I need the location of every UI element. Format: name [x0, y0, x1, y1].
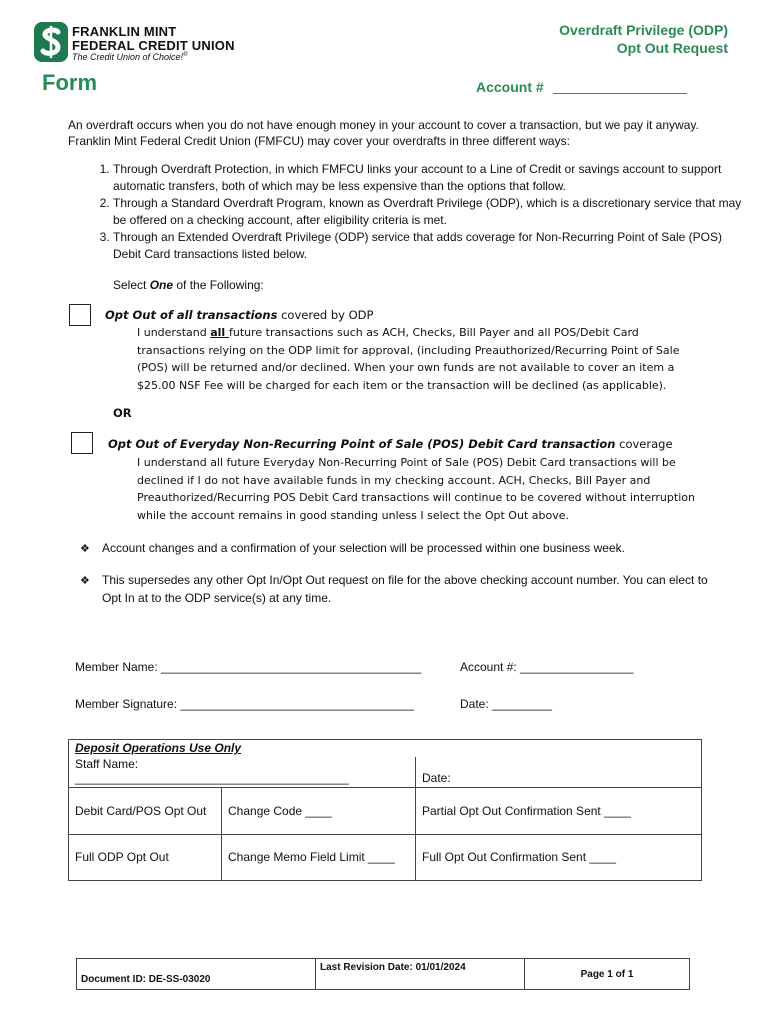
- member-account-field[interactable]: Account #: _________________: [460, 660, 634, 674]
- org-name-line1: FRANKLIN MINT: [72, 24, 177, 39]
- tagline: The Credit Union of Choice!®: [72, 52, 188, 62]
- full-odp-opt-out-cell: Full ODP Opt Out: [69, 834, 222, 880]
- list-item: 3. Through an Extended Overdraft Privilege (ODP) service that adds coverage for Non-Recurring Point of Sale (POS) Debit Card transactions listed below.: [113, 229, 753, 263]
- bullet-supersedes: This supersedes any other Opt In/Opt Out request on file for the above checking account number. You can elect to Opt In at to the ODP service(s) at any time.: [102, 573, 708, 605]
- intro-paragraph: An overdraft occurs when you do not have enough money in your account to cover a transaction, but we pay it anyway. Franklin Mint Federal Credit Union (FMFCU) may cover your overdrafts in three different ways:: [68, 118, 699, 148]
- full-confirmation-cell[interactable]: Full Opt Out Confirmation Sent ____: [416, 834, 702, 880]
- diamond-bullet-icon: ❖: [80, 543, 90, 555]
- staff-name-field[interactable]: Staff Name: _________________________________________: [69, 757, 416, 788]
- change-memo-cell[interactable]: Change Memo Field Limit ____: [222, 834, 416, 880]
- member-name-field[interactable]: Member Name: _______________________________________: [75, 660, 422, 674]
- opt-out-all-checkbox[interactable]: [69, 304, 91, 326]
- dollar-s-icon: [34, 22, 68, 62]
- or-separator: OR: [113, 406, 132, 420]
- change-code-cell[interactable]: Change Code ____: [222, 787, 416, 834]
- org-name-line2: FEDERAL CREDIT UNION: [72, 38, 235, 53]
- debit-pos-opt-out-cell: Debit Card/POS Opt Out: [69, 787, 222, 834]
- opt-out-all-description: I understand all future transactions such as ACH, Checks, Bill Payer and all POS/Debit Card transactions relying on the ODP limit for approval, (including Preauthorized/Recurring Point of Sale (POS) will be returned and/or declined. When your own funds are not available to cover an item a $25.00 NSF Fee will be charged for each item or the transaction will be declined (as applicable).: [137, 326, 680, 392]
- overdraft-ways-list: [68, 161, 753, 263]
- select-instruction: Select One of the Following:: [113, 278, 264, 292]
- signature-date-field[interactable]: Date: _________: [460, 697, 553, 711]
- last-revision-date: Last Revision Date: 01/01/2024: [316, 959, 525, 990]
- ops-date-field[interactable]: Date:: [416, 757, 702, 788]
- partial-confirmation-cell[interactable]: Partial Opt Out Confirmation Sent ____: [416, 787, 702, 834]
- logo-mark: [34, 22, 68, 62]
- form-title-line2: Opt Out Request: [616, 40, 728, 56]
- registered-mark: ®: [183, 52, 188, 58]
- opt-out-all-title: Opt Out of all transactions covered by ODP: [105, 308, 374, 322]
- form-word: Form: [42, 70, 97, 95]
- page-number: Page 1 of 1: [525, 959, 690, 990]
- diamond-bullet-icon: ❖: [80, 575, 90, 587]
- opt-out-pos-checkbox[interactable]: [71, 432, 93, 454]
- opt-out-pos-title: Opt Out of Everyday Non-Recurring Point of Sale (POS) Debit Card transaction coverage: [108, 437, 673, 451]
- footer-table: [76, 958, 690, 990]
- member-signature-field[interactable]: Member Signature: ___________________________________: [75, 697, 414, 711]
- bullet-processing-time: Account changes and a confirmation of your selection will be processed within one business week.: [102, 541, 625, 555]
- opt-out-pos-description: I understand all future Everyday Non-Recurring Point of Sale (POS) Debit Card transactions will be declined if I do not have available funds in my checking account. ACH, Checks, Bill Payer and Preauthorized/Recurring POS Debit Card transactions will continue to be covered without interruption while the account remains in good standing unless I select the Opt Out above.: [137, 456, 695, 522]
- list-item: 2. Through a Standard Overdraft Program, known as Overdraft Privilege (ODP), which is a discretionary service that may be offered on a checking account, after eligibility criteria is met.: [113, 195, 753, 229]
- ops-heading: Deposit Operations Use Only: [69, 740, 702, 757]
- document-id: Document ID: DE-SS-03020: [77, 959, 316, 990]
- list-item: 1. Through Overdraft Protection, in which FMFCU links your account to a Line of Credit or savings account to support automatic transfers, both of which may be less expensive than the options that follow.: [113, 161, 753, 195]
- account-number-field[interactable]: [553, 93, 687, 94]
- account-number-label: Account #: [476, 79, 544, 95]
- deposit-operations-table: [68, 739, 702, 881]
- form-title-line1: Overdraft Privilege (ODP): [559, 22, 728, 38]
